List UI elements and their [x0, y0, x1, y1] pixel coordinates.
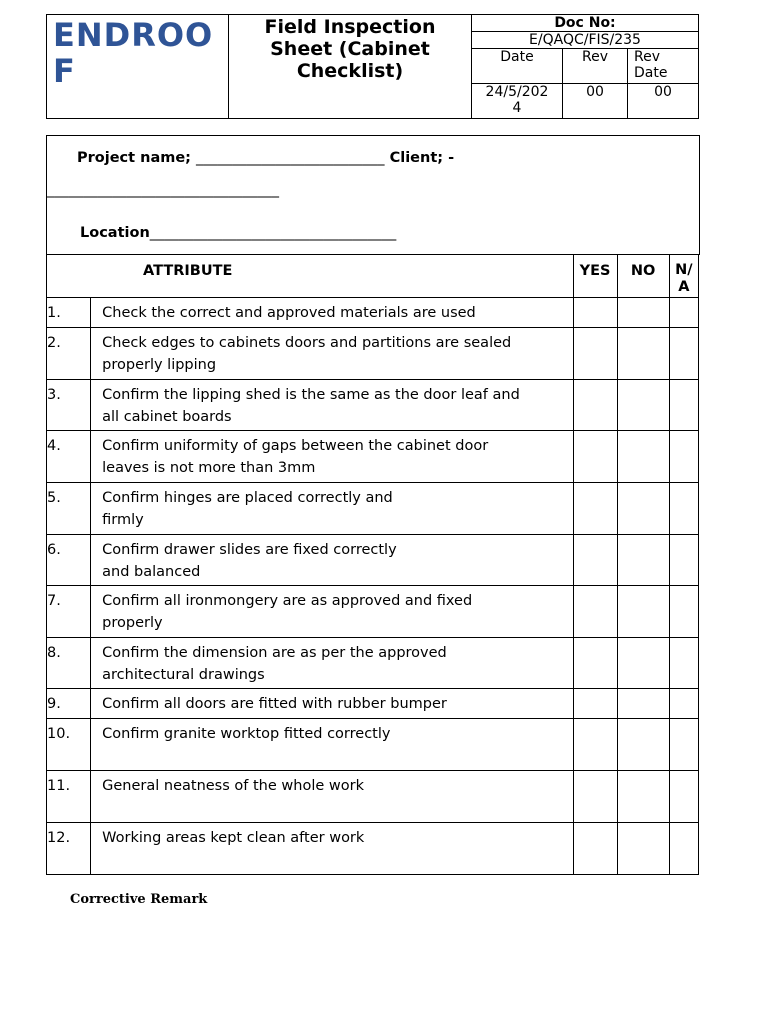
no-checkbox-cell[interactable] [617, 638, 669, 689]
no-checkbox-cell[interactable] [617, 689, 669, 719]
item-text-line-2: firmly [102, 512, 144, 528]
rev-date-value: 00 [628, 83, 699, 118]
rev-value: 00 [563, 83, 628, 118]
date-value-line-1: 24/5/202 [485, 83, 549, 100]
item-text-line-2: properly [102, 615, 163, 631]
corrective-remark-label: Corrective Remark [70, 892, 208, 907]
yes-checkbox-cell[interactable] [573, 380, 617, 431]
rev-label: Rev [563, 49, 628, 83]
item-text-line-2: architectural drawings [102, 667, 265, 683]
na-checkbox-cell[interactable] [669, 823, 698, 875]
item-description [91, 586, 573, 638]
item-text-line-2: and balanced [102, 564, 201, 580]
item-description [91, 638, 573, 689]
project-info-box [46, 135, 700, 255]
item-text-line-1: Working areas kept clean after work [102, 830, 365, 846]
checklist-row [47, 328, 699, 380]
no-checkbox-cell[interactable] [617, 298, 669, 328]
item-number: 8. [47, 638, 91, 689]
item-text-line-1: Confirm all doors are fitted with rubber bumper [102, 696, 447, 712]
na-checkbox-cell[interactable] [669, 380, 698, 431]
checklist-table [46, 254, 699, 875]
item-number: 3. [47, 380, 91, 431]
project-name-label: Project name; [77, 150, 191, 166]
yes-checkbox-cell[interactable] [573, 431, 617, 483]
na-checkbox-cell[interactable] [669, 535, 698, 586]
project-name-field[interactable]: __________________________ [196, 150, 385, 166]
logo-line-1: ENDROO [53, 16, 214, 54]
yes-checkbox-cell[interactable] [573, 328, 617, 380]
item-text-line-1: Confirm the dimension are as per the approved [102, 645, 447, 661]
logo-line-2: F [53, 52, 76, 90]
checklist-row [47, 535, 699, 586]
date-value-line-2: 4 [512, 99, 522, 116]
no-checkbox-cell[interactable] [617, 719, 669, 771]
item-text-line-1: Confirm granite worktop fitted correctly [102, 726, 391, 742]
no-checkbox-cell[interactable] [617, 823, 669, 875]
item-text-line-1: Confirm the lipping shed is the same as the door leaf and [102, 387, 520, 403]
item-description [91, 535, 573, 586]
yes-checkbox-cell[interactable] [573, 689, 617, 719]
no-checkbox-cell[interactable] [617, 328, 669, 380]
item-number: 5. [47, 483, 91, 535]
item-description [91, 771, 573, 823]
no-checkbox-cell[interactable] [617, 535, 669, 586]
checklist-row [47, 823, 699, 875]
na-checkbox-cell[interactable] [669, 483, 698, 535]
item-description [91, 719, 573, 771]
header-table [46, 14, 699, 119]
item-text-line-1: Confirm uniformity of gaps between the cabinet door [102, 438, 489, 454]
location-field[interactable]: __________________________________ [149, 225, 397, 241]
doc-no-label: Doc No: [472, 15, 699, 32]
yes-checkbox-cell[interactable] [573, 586, 617, 638]
checklist-row [47, 771, 699, 823]
item-text-line-1: General neatness of the whole work [102, 778, 364, 794]
item-number: 4. [47, 431, 91, 483]
location-label: Location [80, 225, 150, 241]
company-logo [47, 15, 228, 89]
yes-checkbox-cell[interactable] [573, 638, 617, 689]
yes-checkbox-cell[interactable] [573, 719, 617, 771]
na-checkbox-cell[interactable] [669, 328, 698, 380]
item-description [91, 298, 573, 328]
title-line-3: Checklist) [296, 60, 404, 82]
attribute-header: ATTRIBUTE [47, 255, 574, 298]
checklist-row [47, 586, 699, 638]
item-number: 2. [47, 328, 91, 380]
client-line [47, 182, 279, 198]
na-header-line-1: N/ [675, 262, 693, 278]
client-label: Client; - [389, 150, 455, 166]
item-description [91, 328, 573, 380]
checklist-row [47, 719, 699, 771]
checklist-row [47, 689, 699, 719]
project-line [77, 150, 454, 166]
item-number: 1. [47, 298, 91, 328]
item-number: 7. [47, 586, 91, 638]
item-description [91, 431, 573, 483]
rev-date-label-line-2: Date [634, 65, 668, 82]
client-field[interactable]: ________________________________ [47, 182, 279, 198]
no-checkbox-cell[interactable] [617, 431, 669, 483]
na-checkbox-cell[interactable] [669, 719, 698, 771]
yes-header: YES [573, 255, 617, 298]
na-checkbox-cell[interactable] [669, 638, 698, 689]
na-checkbox-cell[interactable] [669, 689, 698, 719]
checklist-row [47, 431, 699, 483]
item-number: 11. [47, 771, 91, 823]
na-checkbox-cell[interactable] [669, 431, 698, 483]
item-description [91, 483, 573, 535]
item-text-line-1: Check the correct and approved materials are used [102, 305, 476, 321]
item-number: 6. [47, 535, 91, 586]
item-description [91, 689, 573, 719]
na-header [669, 255, 698, 298]
item-text-line-2: properly lipping [102, 357, 217, 373]
logo-cell [47, 15, 229, 119]
checklist-row [47, 298, 699, 328]
item-description [91, 823, 573, 875]
title-line-1: Field Inspection [264, 16, 436, 38]
na-checkbox-cell[interactable] [669, 586, 698, 638]
item-text-line-1: Confirm all ironmongery are as approved and fixed [102, 593, 473, 609]
location-line [80, 225, 396, 241]
na-header-line-2: A [678, 279, 690, 295]
no-checkbox-cell[interactable] [617, 586, 669, 638]
no-checkbox-cell[interactable] [617, 771, 669, 823]
no-checkbox-cell[interactable] [617, 380, 669, 431]
item-text-line-2: all cabinet boards [102, 409, 232, 425]
yes-checkbox-cell[interactable] [573, 483, 617, 535]
doc-no-value: E/QAQC/FIS/235 [472, 32, 699, 49]
date-value [472, 83, 563, 118]
no-checkbox-cell[interactable] [617, 483, 669, 535]
date-label: Date [472, 49, 563, 83]
checklist-row [47, 638, 699, 689]
item-number: 9. [47, 689, 91, 719]
title-cell [229, 15, 472, 119]
yes-checkbox-cell[interactable] [573, 535, 617, 586]
rev-date-label [628, 49, 699, 83]
item-text-line-2: leaves is not more than 3mm [102, 460, 316, 476]
item-text-line-1: Check edges to cabinets doors and partitions are sealed [102, 335, 512, 351]
checklist-header-row [47, 255, 699, 298]
item-text-line-1: Confirm hinges are placed correctly and [102, 490, 393, 506]
item-number: 10. [47, 719, 91, 771]
item-number: 12. [47, 823, 91, 875]
document-title [229, 15, 471, 82]
no-header: NO [617, 255, 669, 298]
item-text-line-1: Confirm drawer slides are fixed correctly [102, 542, 397, 558]
na-checkbox-cell[interactable] [669, 298, 698, 328]
checklist-row [47, 483, 699, 535]
na-checkbox-cell[interactable] [669, 771, 698, 823]
yes-checkbox-cell[interactable] [573, 771, 617, 823]
item-description [91, 380, 573, 431]
checklist-row [47, 380, 699, 431]
yes-checkbox-cell[interactable] [573, 298, 617, 328]
title-line-2: Sheet (Cabinet [270, 38, 430, 60]
rev-date-label-line-1: Rev [634, 49, 660, 66]
yes-checkbox-cell[interactable] [573, 823, 617, 875]
